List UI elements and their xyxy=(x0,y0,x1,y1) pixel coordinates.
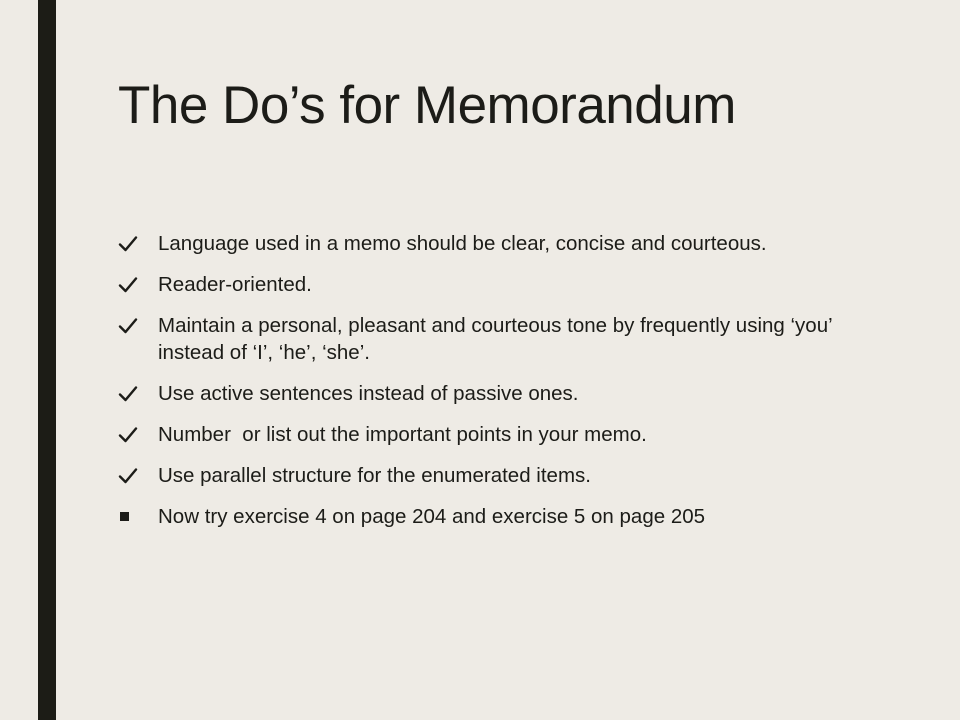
square-icon xyxy=(120,512,129,521)
square-bullet-icon xyxy=(118,503,148,530)
bullet-text: Number or list out the important points in your memo. xyxy=(158,423,647,446)
left-accent-bar xyxy=(38,0,56,720)
check-icon xyxy=(118,230,148,257)
bullet-text: Use parallel structure for the enumerated items. xyxy=(158,464,591,487)
bullet-item xyxy=(118,462,878,489)
check-icon xyxy=(118,380,148,407)
bullet-text: Use active sentences instead of passive ones. xyxy=(158,382,579,405)
bullet-item xyxy=(118,271,878,298)
bullet-item xyxy=(118,380,878,407)
bullet-text: Reader-oriented. xyxy=(158,273,312,296)
check-icon xyxy=(118,271,148,298)
bullet-text: Maintain a personal, pleasant and courteous tone by frequently using ‘you’ instead of ‘I’, ‘he’, ‘she’. xyxy=(158,314,832,364)
bullet-item xyxy=(118,312,878,366)
bullet-item xyxy=(118,230,878,257)
bullet-text: Now try exercise 4 on page 204 and exercise 5 on page 205 xyxy=(158,505,706,528)
bullet-item xyxy=(118,503,878,530)
check-icon xyxy=(118,462,148,489)
check-icon xyxy=(118,421,148,448)
check-icon xyxy=(118,312,148,339)
bullet-list xyxy=(118,230,878,544)
bullet-item xyxy=(118,421,878,448)
slide-title: The Do’s for Memorandum xyxy=(118,76,736,135)
bullet-text: Language used in a memo should be clear, concise and courteous. xyxy=(158,232,767,255)
